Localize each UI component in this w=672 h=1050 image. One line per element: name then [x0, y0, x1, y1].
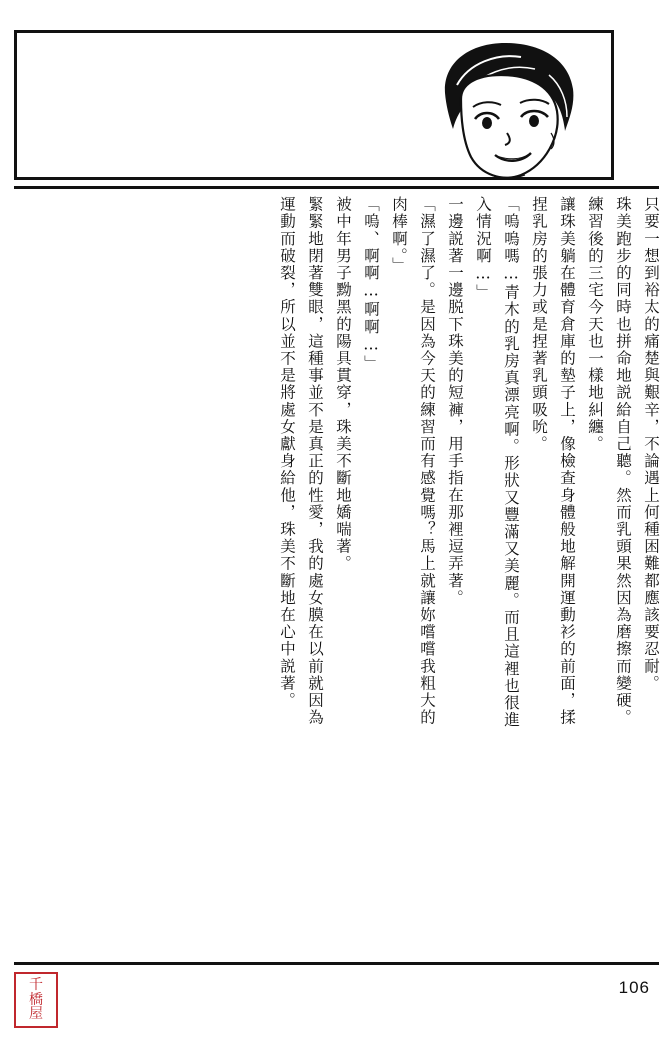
text-column: 一邊説著一邊脱下珠美的短褲，用手指在那裡逗弄著。 [446, 196, 464, 607]
page-body-text [18, 196, 658, 956]
woman-face-closeup-icon [417, 41, 597, 177]
text-column: 緊緊地閉著雙眼，這種事並不是真正的性愛，我的處女膜在以前就因為 [306, 196, 324, 727]
seal-char-1: 千 [29, 976, 43, 993]
illustration-panel [14, 30, 614, 180]
seal-char-3: 屋 [29, 1006, 43, 1023]
text-column: 珠美跑步的同時也拼命地説給自己聽。然而乳頭果然因為磨擦而變硬。 [614, 196, 632, 727]
page-number: 106 [618, 978, 650, 997]
seal-char-2: 橋 [29, 991, 43, 1008]
text-column: 「濕了濕了。是因為今天的練習而有感覺嗎？馬上就讓妳嚐嚐我粗大的 [418, 196, 436, 727]
text-column: 入情況啊…」 [474, 196, 492, 302]
text-column: 被中年男子黝黑的陽具貫穿，珠美不斷地嬌喘著。 [334, 196, 352, 573]
text-column: 「嗚嗚嗎…青木的乳房真漂亮啊。形狀又豐滿又美麗。而且這裡也很進 [502, 196, 520, 729]
divider-top [14, 186, 659, 189]
illustration-panel-inner [17, 33, 611, 177]
text-column: 捏乳房的張力或是捏著乳頭吸吮。 [530, 196, 548, 453]
text-column: 運動而破裂，所以並不是將處女獻身給他，珠美不斷地在心中説著。 [278, 196, 296, 709]
publisher-seal [14, 972, 58, 1028]
divider-bottom [14, 962, 659, 965]
text-column: 只要一想到裕太的痛楚與艱辛，不論遇上何種困難都應該要忍耐。 [642, 196, 660, 692]
text-column: 「嗚、啊啊…啊啊…」 [362, 196, 380, 372]
text-column: 讓珠美躺在體育倉庫的墊子上，像檢查身體般地解開運動衫的前面，揉 [558, 196, 576, 727]
text-column: 練習後的三宅今天也一樣地糾纏。 [586, 196, 604, 453]
text-column: 肉棒啊。」 [390, 196, 408, 274]
